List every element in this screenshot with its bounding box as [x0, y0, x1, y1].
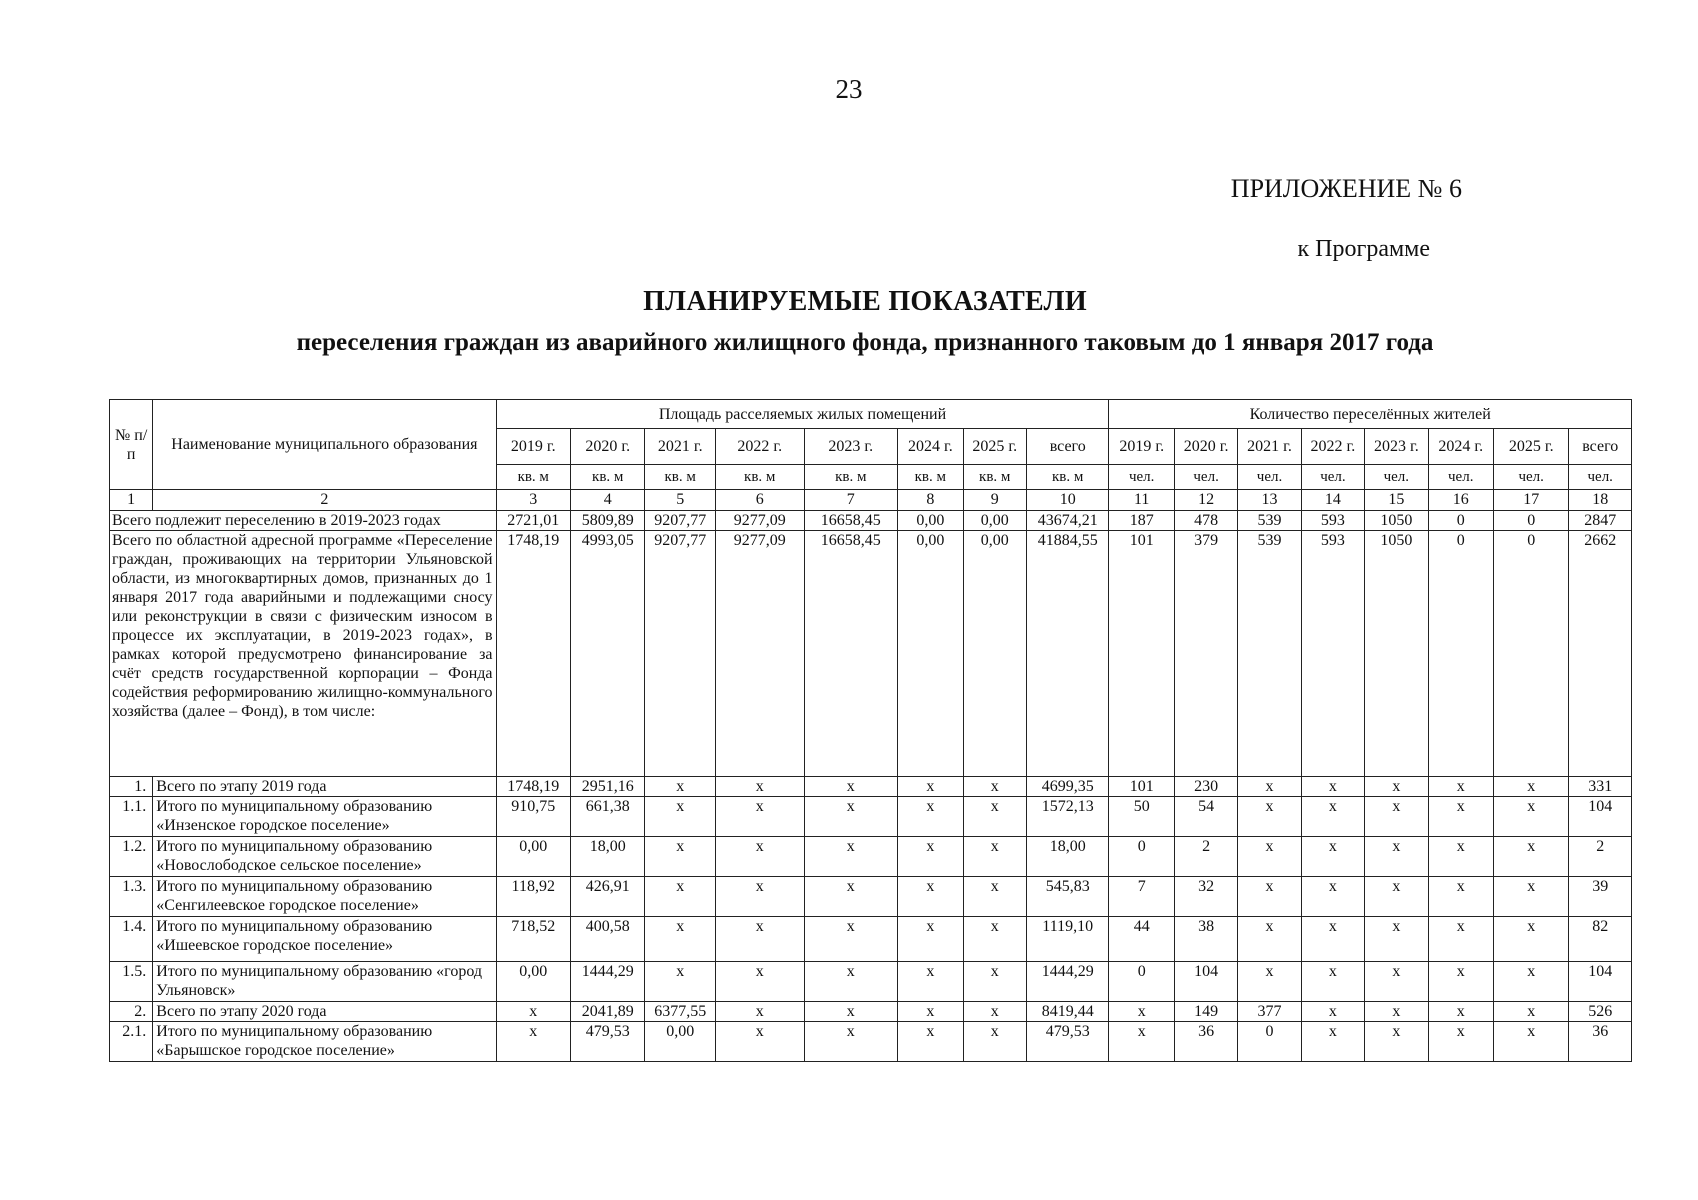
- value-cell: x: [645, 962, 715, 1002]
- header-unit-cell: кв. м: [496, 465, 570, 490]
- value-cell: x: [1428, 877, 1493, 917]
- value-cell: 426,91: [571, 877, 645, 917]
- value-cell: 910,75: [496, 797, 570, 837]
- table-row: [110, 511, 1632, 531]
- value-cell: 0,00: [963, 511, 1026, 531]
- value-cell: x: [1365, 777, 1428, 797]
- value-cell: 9277,09: [715, 511, 804, 531]
- value-cell: 0: [1238, 1022, 1301, 1062]
- header-number: № п/п: [110, 400, 153, 490]
- row-label-cell: Итого по муниципальному образованию «Сенгилеевское городское поселение»: [153, 877, 496, 917]
- row-index-cell: 1.4.: [110, 917, 153, 962]
- value-cell: 2041,89: [571, 1002, 645, 1022]
- value-cell: 104: [1569, 797, 1632, 837]
- value-cell: x: [1493, 797, 1568, 837]
- row-label-cell: Всего по областной адресной программе «Переселение граждан, проживающих на территории Ульяновской области, из многоквартирных домов, признанных до 1 января 2017 года аварийными и подлежащими сносу или реконструкции в связи с физическим износом в процессе их эксплуатации, в 2019-2023 годах», в рамках которой предусмотрено финансирование за счёт средств государственной корпорации – Фонда содействия реформированию жилищно-коммунального хозяйства (далее – Фонд), в том числе:: [110, 531, 497, 777]
- value-cell: x: [1428, 917, 1493, 962]
- table-row: [110, 877, 1632, 917]
- value-cell: x: [804, 837, 898, 877]
- header-people-group: Количество переселённых жителей: [1109, 400, 1632, 429]
- value-cell: 0: [1428, 511, 1493, 531]
- value-cell: 400,58: [571, 917, 645, 962]
- value-cell: x: [804, 1002, 898, 1022]
- value-cell: x: [1365, 962, 1428, 1002]
- value-cell: 331: [1569, 777, 1632, 797]
- table-row: [110, 531, 1632, 777]
- value-cell: x: [1428, 962, 1493, 1002]
- value-cell: x: [804, 962, 898, 1002]
- value-cell: x: [804, 917, 898, 962]
- column-number-cell: 4: [571, 490, 645, 511]
- column-number-cell: 12: [1174, 490, 1237, 511]
- value-cell: 377: [1238, 1002, 1301, 1022]
- value-cell: x: [1365, 837, 1428, 877]
- value-cell: 0: [1109, 837, 1174, 877]
- value-cell: x: [963, 797, 1026, 837]
- value-cell: 230: [1174, 777, 1237, 797]
- header-year-cell: 2020 г.: [1174, 429, 1237, 465]
- value-cell: x: [1301, 777, 1364, 797]
- row-label-cell: Всего по этапу 2019 года: [153, 777, 496, 797]
- value-cell: 1444,29: [571, 962, 645, 1002]
- value-cell: x: [1365, 1002, 1428, 1022]
- header-name: Наименование муниципального образования: [153, 400, 496, 490]
- value-cell: x: [1109, 1002, 1174, 1022]
- value-cell: x: [1301, 1022, 1364, 1062]
- header-unit-cell: чел.: [1493, 465, 1568, 490]
- column-number-cell: 3: [496, 490, 570, 511]
- value-cell: 0: [1428, 531, 1493, 777]
- document-subtitle: переселения граждан из аварийного жилищного фонда, признанного таковым до 1 января 2017 года: [296, 329, 1434, 356]
- column-number-cell: 5: [645, 490, 715, 511]
- header-year-cell: 2020 г.: [571, 429, 645, 465]
- value-cell: x: [1493, 837, 1568, 877]
- value-cell: 32: [1174, 877, 1237, 917]
- row-index-cell: 2.1.: [110, 1022, 153, 1062]
- value-cell: 478: [1174, 511, 1237, 531]
- value-cell: x: [1301, 1002, 1364, 1022]
- value-cell: x: [715, 1022, 804, 1062]
- value-cell: 104: [1569, 962, 1632, 1002]
- column-number-cell: 9: [963, 490, 1026, 511]
- header-unit-cell: чел.: [1109, 465, 1174, 490]
- value-cell: 101: [1109, 777, 1174, 797]
- value-cell: x: [496, 1022, 570, 1062]
- value-cell: 7: [1109, 877, 1174, 917]
- value-cell: 539: [1238, 511, 1301, 531]
- table-row: [110, 1002, 1632, 1022]
- value-cell: 1050: [1365, 531, 1428, 777]
- value-cell: x: [898, 1002, 963, 1022]
- value-cell: x: [963, 962, 1026, 1002]
- header-unit-cell: чел.: [1238, 465, 1301, 490]
- value-cell: x: [1428, 1002, 1493, 1022]
- value-cell: 118,92: [496, 877, 570, 917]
- header-row-groups: [110, 400, 1632, 429]
- value-cell: 18,00: [1026, 837, 1109, 877]
- value-cell: x: [1301, 797, 1364, 837]
- value-cell: 0,00: [496, 962, 570, 1002]
- value-cell: 593: [1301, 511, 1364, 531]
- header-year-cell: 2022 г.: [715, 429, 804, 465]
- row-label-cell: Итого по муниципальному образованию «Новослободское сельское поселение»: [153, 837, 496, 877]
- column-number-cell: 13: [1238, 490, 1301, 511]
- value-cell: 5809,89: [571, 511, 645, 531]
- header-year-cell: 2023 г.: [804, 429, 898, 465]
- row-label-cell: Итого по муниципальному образованию «город Ульяновск»: [153, 962, 496, 1002]
- value-cell: 526: [1569, 1002, 1632, 1022]
- value-cell: 718,52: [496, 917, 570, 962]
- row-index-cell: 2.: [110, 1002, 153, 1022]
- header-year-cell: 2025 г.: [963, 429, 1026, 465]
- row-label-cell: Всего по этапу 2020 года: [153, 1002, 496, 1022]
- row-index-cell: 1.: [110, 777, 153, 797]
- column-number-cell: 15: [1365, 490, 1428, 511]
- value-cell: 36: [1174, 1022, 1237, 1062]
- value-cell: x: [1238, 877, 1301, 917]
- value-cell: x: [963, 837, 1026, 877]
- value-cell: x: [645, 837, 715, 877]
- header-unit-cell: чел.: [1428, 465, 1493, 490]
- table-row: [110, 797, 1632, 837]
- value-cell: 149: [1174, 1002, 1237, 1022]
- value-cell: x: [898, 777, 963, 797]
- value-cell: x: [1301, 917, 1364, 962]
- column-number-cell: 18: [1569, 490, 1632, 511]
- header-year-cell: 2024 г.: [898, 429, 963, 465]
- value-cell: 36: [1569, 1022, 1632, 1062]
- value-cell: x: [645, 797, 715, 837]
- value-cell: x: [1493, 917, 1568, 962]
- value-cell: x: [1301, 837, 1364, 877]
- value-cell: 1748,19: [496, 531, 570, 777]
- value-cell: 0,00: [898, 531, 963, 777]
- value-cell: x: [1238, 917, 1301, 962]
- header-unit-cell: чел.: [1569, 465, 1632, 490]
- value-cell: x: [645, 877, 715, 917]
- column-number-cell: 7: [804, 490, 898, 511]
- value-cell: 545,83: [1026, 877, 1109, 917]
- header-year-cell: 2021 г.: [645, 429, 715, 465]
- value-cell: 0: [1493, 531, 1568, 777]
- header-year-cell: 2025 г.: [1493, 429, 1568, 465]
- value-cell: x: [715, 1002, 804, 1022]
- value-cell: x: [1428, 1022, 1493, 1062]
- row-index-cell: 1.1.: [110, 797, 153, 837]
- header-year-cell: всего: [1569, 429, 1632, 465]
- value-cell: 2721,01: [496, 511, 570, 531]
- value-cell: x: [898, 917, 963, 962]
- header-unit-cell: кв. м: [963, 465, 1026, 490]
- value-cell: 2951,16: [571, 777, 645, 797]
- row-label-cell: Итого по муниципальному образованию «Инзенское городское поселение»: [153, 797, 496, 837]
- value-cell: x: [1238, 837, 1301, 877]
- value-cell: x: [1493, 777, 1568, 797]
- value-cell: x: [963, 877, 1026, 917]
- value-cell: 0: [1493, 511, 1568, 531]
- value-cell: x: [898, 877, 963, 917]
- column-number-cell: 17: [1493, 490, 1568, 511]
- value-cell: 43674,21: [1026, 511, 1109, 531]
- table-row: [110, 1022, 1632, 1062]
- value-cell: x: [898, 837, 963, 877]
- table-body: [110, 511, 1632, 1062]
- value-cell: 661,38: [571, 797, 645, 837]
- value-cell: x: [645, 777, 715, 797]
- value-cell: x: [1493, 1002, 1568, 1022]
- value-cell: x: [1238, 962, 1301, 1002]
- value-cell: 41884,55: [1026, 531, 1109, 777]
- header-unit-cell: чел.: [1301, 465, 1364, 490]
- table-row: [110, 837, 1632, 877]
- value-cell: x: [1238, 797, 1301, 837]
- column-number-cell: 11: [1109, 490, 1174, 511]
- value-cell: x: [1365, 877, 1428, 917]
- column-number-cell: 2: [153, 490, 496, 511]
- value-cell: 104: [1174, 962, 1237, 1002]
- document-title: ПЛАНИРУЕМЫЕ ПОКАЗАТЕЛИ: [643, 286, 1087, 317]
- indicators-table: [109, 399, 1632, 1062]
- value-cell: x: [1238, 777, 1301, 797]
- value-cell: 479,53: [1026, 1022, 1109, 1062]
- value-cell: x: [1365, 797, 1428, 837]
- value-cell: 0,00: [963, 531, 1026, 777]
- header-unit-cell: чел.: [1365, 465, 1428, 490]
- value-cell: 0,00: [645, 1022, 715, 1062]
- value-cell: x: [1428, 777, 1493, 797]
- row-index-cell: 1.5.: [110, 962, 153, 1002]
- value-cell: 101: [1109, 531, 1174, 777]
- header-year-cell: 2023 г.: [1365, 429, 1428, 465]
- value-cell: 1050: [1365, 511, 1428, 531]
- value-cell: 4699,35: [1026, 777, 1109, 797]
- header-year-cell: 2019 г.: [1109, 429, 1174, 465]
- table-row: [110, 917, 1632, 962]
- value-cell: x: [715, 962, 804, 1002]
- column-number-cell: 14: [1301, 490, 1364, 511]
- header-row-column-numbers: [110, 490, 1632, 511]
- column-number-cell: 6: [715, 490, 804, 511]
- value-cell: 0,00: [898, 511, 963, 531]
- header-unit-cell: чел.: [1174, 465, 1237, 490]
- header-unit-cell: кв. м: [715, 465, 804, 490]
- value-cell: x: [1301, 962, 1364, 1002]
- value-cell: x: [1301, 877, 1364, 917]
- row-label-cell: Итого по муниципальному образованию «Ишеевское городское поселение»: [153, 917, 496, 962]
- row-index-cell: 1.3.: [110, 877, 153, 917]
- value-cell: 539: [1238, 531, 1301, 777]
- value-cell: x: [1365, 917, 1428, 962]
- value-cell: 379: [1174, 531, 1237, 777]
- header-year-cell: всего: [1026, 429, 1109, 465]
- value-cell: 9207,77: [645, 531, 715, 777]
- value-cell: 8419,44: [1026, 1002, 1109, 1022]
- value-cell: 2847: [1569, 511, 1632, 531]
- value-cell: 1748,19: [496, 777, 570, 797]
- value-cell: 9277,09: [715, 531, 804, 777]
- value-cell: x: [963, 1002, 1026, 1022]
- value-cell: 0,00: [496, 837, 570, 877]
- value-cell: 479,53: [571, 1022, 645, 1062]
- value-cell: 16658,45: [804, 511, 898, 531]
- value-cell: x: [898, 1022, 963, 1062]
- column-number-cell: 10: [1026, 490, 1109, 511]
- value-cell: 187: [1109, 511, 1174, 531]
- value-cell: x: [898, 797, 963, 837]
- row-label-cell: Итого по муниципальному образованию «Барышское городское поселение»: [153, 1022, 496, 1062]
- row-index-cell: 1.2.: [110, 837, 153, 877]
- value-cell: 39: [1569, 877, 1632, 917]
- value-cell: 54: [1174, 797, 1237, 837]
- value-cell: x: [804, 877, 898, 917]
- value-cell: 16658,45: [804, 531, 898, 777]
- value-cell: x: [963, 917, 1026, 962]
- value-cell: x: [645, 917, 715, 962]
- header-unit-cell: кв. м: [645, 465, 715, 490]
- value-cell: 4993,05: [571, 531, 645, 777]
- value-cell: 9207,77: [645, 511, 715, 531]
- value-cell: x: [898, 962, 963, 1002]
- value-cell: x: [804, 777, 898, 797]
- value-cell: 1119,10: [1026, 917, 1109, 962]
- value-cell: 82: [1569, 917, 1632, 962]
- value-cell: x: [715, 777, 804, 797]
- value-cell: 0: [1109, 962, 1174, 1002]
- value-cell: x: [804, 797, 898, 837]
- value-cell: x: [1365, 1022, 1428, 1062]
- row-label-cell: Всего подлежит переселению в 2019-2023 годах: [110, 511, 497, 531]
- header-year-cell: 2022 г.: [1301, 429, 1364, 465]
- header-unit-cell: кв. м: [804, 465, 898, 490]
- page-number: 23: [835, 74, 863, 104]
- value-cell: 18,00: [571, 837, 645, 877]
- value-cell: x: [963, 1022, 1026, 1062]
- value-cell: x: [963, 777, 1026, 797]
- value-cell: 6377,55: [645, 1002, 715, 1022]
- header-year-cell: 2024 г.: [1428, 429, 1493, 465]
- table-row: [110, 962, 1632, 1002]
- value-cell: x: [715, 917, 804, 962]
- indicators-table-wrapper: [109, 399, 1632, 1062]
- header-unit-cell: кв. м: [1026, 465, 1109, 490]
- column-number-cell: 8: [898, 490, 963, 511]
- value-cell: 2662: [1569, 531, 1632, 777]
- value-cell: x: [1109, 1022, 1174, 1062]
- column-number-cell: 1: [110, 490, 153, 511]
- value-cell: 1572,13: [1026, 797, 1109, 837]
- value-cell: x: [804, 1022, 898, 1062]
- value-cell: x: [1493, 962, 1568, 1002]
- value-cell: x: [1493, 1022, 1568, 1062]
- value-cell: 50: [1109, 797, 1174, 837]
- value-cell: 593: [1301, 531, 1364, 777]
- value-cell: 38: [1174, 917, 1237, 962]
- header-unit-cell: кв. м: [571, 465, 645, 490]
- header-area-group: Площадь расселяемых жилых помещений: [496, 400, 1109, 429]
- column-number-cell: 16: [1428, 490, 1493, 511]
- value-cell: x: [715, 877, 804, 917]
- appendix-label: ПРИЛОЖЕНИЕ № 6: [1230, 174, 1462, 203]
- value-cell: 2: [1569, 837, 1632, 877]
- header-year-cell: 2019 г.: [496, 429, 570, 465]
- value-cell: x: [496, 1002, 570, 1022]
- value-cell: 44: [1109, 917, 1174, 962]
- value-cell: x: [1493, 877, 1568, 917]
- value-cell: x: [715, 797, 804, 837]
- program-reference: к Программе: [1297, 236, 1430, 262]
- value-cell: x: [1428, 837, 1493, 877]
- table-row: [110, 777, 1632, 797]
- value-cell: x: [1428, 797, 1493, 837]
- header-year-cell: 2021 г.: [1238, 429, 1301, 465]
- value-cell: 2: [1174, 837, 1237, 877]
- value-cell: 1444,29: [1026, 962, 1109, 1002]
- header-unit-cell: кв. м: [898, 465, 963, 490]
- value-cell: x: [715, 837, 804, 877]
